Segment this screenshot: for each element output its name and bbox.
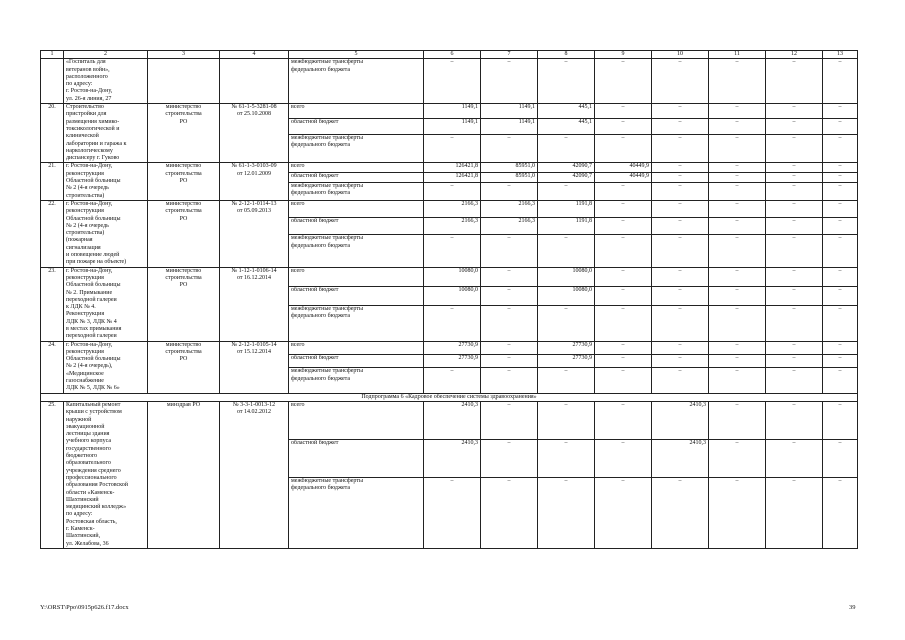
amount-cell: –	[595, 267, 652, 286]
amount-cell: –	[538, 401, 595, 439]
table-row	[41, 267, 858, 286]
amount-cell: –	[823, 134, 858, 163]
amount-cell: –	[823, 218, 858, 235]
amount-cell: –	[481, 341, 538, 354]
amount-cell: –	[481, 439, 538, 477]
amount-cell: –	[766, 173, 823, 183]
item-number: 25.	[41, 401, 64, 548]
amount-cell: –	[709, 477, 766, 548]
amount-cell: –	[766, 401, 823, 439]
amount-cell: –	[652, 368, 709, 393]
amount-cell: –	[709, 305, 766, 341]
amount-cell: –	[823, 355, 858, 368]
amount-cell: –	[652, 355, 709, 368]
amount-cell: –	[652, 286, 709, 305]
funding-source: областной бюджет	[289, 119, 424, 134]
amount-cell: –	[538, 477, 595, 548]
amount-cell: –	[823, 267, 858, 286]
amount-cell: –	[481, 401, 538, 439]
amount-cell: –	[766, 305, 823, 341]
amount-cell: –	[766, 477, 823, 548]
table-row	[41, 200, 858, 217]
amount-cell: –	[652, 235, 709, 267]
amount-cell: –	[709, 401, 766, 439]
funding-source: всего	[289, 341, 424, 354]
amount-cell: –	[766, 163, 823, 173]
amount-cell: –	[823, 439, 858, 477]
amount-cell: 40449,9	[595, 173, 652, 183]
amount-cell: 27730,9	[424, 341, 481, 354]
amount-cell: –	[481, 134, 538, 163]
object-name: Капитальный ремонт крыши с устройством наружной эвакуационной лестницы здания учебного корпуса государственного бюджетного образовательного учреждения среднего профессионального образования Ростовской области «Каменск- Шахтинский медицинский колледж» по адресу: Ростовская область, г. Каменск- Шахтинский, ул. Желабова, 36	[64, 401, 148, 548]
amount-cell: –	[424, 477, 481, 548]
amount-cell: –	[481, 286, 538, 305]
item-number	[41, 59, 64, 104]
amount-cell: –	[595, 286, 652, 305]
object-name: г. Ростов-на-Дону, реконструкция Областной больницы № 2 (4-я очередь), «Медицинское газоснабжение ЛДК № 5, ЛДК № 6»	[64, 341, 148, 393]
amount-cell: –	[766, 368, 823, 393]
amount-cell: –	[709, 439, 766, 477]
amount-cell: 1149,1	[424, 119, 481, 134]
funding-source: областной бюджет	[289, 439, 424, 477]
amount-cell: –	[709, 218, 766, 235]
amount-cell: –	[652, 305, 709, 341]
amount-cell: –	[709, 368, 766, 393]
amount-cell: 27730,9	[424, 355, 481, 368]
expertise-document: № 61-1-3-0103-09 от 12.01.2009	[220, 163, 289, 200]
page-number: 39	[849, 604, 856, 611]
amount-cell: –	[595, 439, 652, 477]
amount-cell: –	[766, 235, 823, 267]
amount-cell: 1149,1	[424, 104, 481, 119]
funding-source: межбюджетные трансферты федерального бюджета	[289, 134, 424, 163]
amount-cell: 2410,3	[652, 401, 709, 439]
customer: минздрав РО	[148, 401, 220, 548]
amount-cell: –	[709, 355, 766, 368]
amount-cell: 126421,8	[424, 173, 481, 183]
amount-cell: 10080,0	[538, 267, 595, 286]
amount-cell: –	[766, 286, 823, 305]
amount-cell: –	[766, 439, 823, 477]
customer: министерство строительства РО	[148, 104, 220, 163]
column-number: 9	[595, 51, 652, 59]
amount-cell: –	[538, 235, 595, 267]
amount-cell: –	[538, 59, 595, 104]
amount-cell: –	[595, 104, 652, 119]
amount-cell: –	[595, 341, 652, 354]
table-row	[41, 163, 858, 173]
object-name: г. Ростов-на-Дону, реконструкция Областной больницы № 2 (4-я очередь строительства) (пожарная сигнализация и оповещение людей при пожаре на объекте)	[64, 200, 148, 267]
amount-cell: –	[481, 368, 538, 393]
amount-cell: –	[424, 368, 481, 393]
amount-cell: –	[709, 163, 766, 173]
amount-cell: –	[595, 305, 652, 341]
amount-cell: –	[823, 477, 858, 548]
funding-source: межбюджетные трансферты федерального бюджета	[289, 305, 424, 341]
amount-cell: –	[709, 182, 766, 200]
expertise-document: № 2-12-1-0114-13 от 05.09.2013	[220, 200, 289, 267]
item-number: 23.	[41, 267, 64, 341]
funding-source: областной бюджет	[289, 286, 424, 305]
amount-cell: –	[538, 439, 595, 477]
column-number: 4	[220, 51, 289, 59]
amount-cell: –	[709, 134, 766, 163]
customer	[148, 59, 220, 104]
amount-cell: –	[538, 182, 595, 200]
subprogram-row	[41, 393, 858, 401]
object-name: Строительство пристройки для размещения химико- токсикологической и клинической лаборатории и гаража к наркологическому диспансеру г. Гуково	[64, 104, 148, 163]
amount-cell: –	[481, 235, 538, 267]
table-row	[41, 341, 858, 354]
amount-cell: –	[709, 173, 766, 183]
amount-cell: 27730,9	[538, 355, 595, 368]
amount-cell: –	[595, 200, 652, 217]
amount-cell: –	[652, 182, 709, 200]
amount-cell: –	[823, 182, 858, 200]
amount-cell: –	[766, 104, 823, 119]
amount-cell: 1149,1	[481, 104, 538, 119]
amount-cell: –	[424, 182, 481, 200]
column-number-row	[41, 51, 858, 59]
amount-cell: 445,1	[538, 104, 595, 119]
amount-cell: –	[481, 305, 538, 341]
amount-cell: 85951,0	[481, 173, 538, 183]
column-number: 3	[148, 51, 220, 59]
funding-source: всего	[289, 200, 424, 217]
amount-cell: –	[538, 368, 595, 393]
amount-cell: –	[652, 200, 709, 217]
amount-cell: 2410,3	[424, 439, 481, 477]
column-number: 13	[823, 51, 858, 59]
funding-source: всего	[289, 267, 424, 286]
amount-cell: –	[823, 286, 858, 305]
customer: министерство строительства РО	[148, 341, 220, 393]
amount-cell: 42090,7	[538, 163, 595, 173]
funding-source: межбюджетные трансферты федерального бюджета	[289, 59, 424, 104]
amount-cell: –	[652, 134, 709, 163]
table-row	[41, 401, 858, 439]
amount-cell: –	[766, 200, 823, 217]
amount-cell: –	[823, 200, 858, 217]
amount-cell: –	[766, 341, 823, 354]
column-number: 12	[766, 51, 823, 59]
amount-cell: –	[481, 477, 538, 548]
investment-table	[40, 50, 858, 549]
column-number: 1	[41, 51, 64, 59]
amount-cell: 27730,9	[538, 341, 595, 354]
funding-source: всего	[289, 104, 424, 119]
column-number: 8	[538, 51, 595, 59]
customer: министерство строительства РО	[148, 163, 220, 200]
amount-cell: –	[766, 134, 823, 163]
funding-source: областной бюджет	[289, 218, 424, 235]
object-name: «Госпиталь для ветеранов войн», расположенного по адресу: г. Ростов-на-Дону, ул. 26-я линия, 27	[64, 59, 148, 104]
amount-cell: –	[709, 119, 766, 134]
amount-cell: –	[652, 163, 709, 173]
amount-cell: –	[481, 182, 538, 200]
column-number: 11	[709, 51, 766, 59]
amount-cell: –	[595, 401, 652, 439]
amount-cell: –	[595, 355, 652, 368]
amount-cell: 445,1	[538, 119, 595, 134]
amount-cell: 85951,0	[481, 163, 538, 173]
amount-cell: –	[709, 200, 766, 217]
amount-cell: –	[652, 218, 709, 235]
amount-cell: 1149,1	[481, 119, 538, 134]
amount-cell: 40449,9	[595, 163, 652, 173]
amount-cell: –	[595, 235, 652, 267]
amount-cell: –	[595, 59, 652, 104]
amount-cell: –	[823, 119, 858, 134]
column-number: 2	[64, 51, 148, 59]
amount-cell: 2410,3	[652, 439, 709, 477]
amount-cell: –	[652, 119, 709, 134]
funding-source: межбюджетные трансферты федерального бюджета	[289, 182, 424, 200]
amount-cell: –	[823, 235, 858, 267]
amount-cell: –	[595, 119, 652, 134]
amount-cell: –	[823, 368, 858, 393]
amount-cell: 2410,3	[424, 401, 481, 439]
amount-cell: –	[481, 267, 538, 286]
amount-cell: –	[709, 235, 766, 267]
amount-cell: –	[823, 341, 858, 354]
amount-cell: 2166,3	[424, 200, 481, 217]
amount-cell: –	[424, 305, 481, 341]
amount-cell: –	[538, 134, 595, 163]
amount-cell: –	[652, 341, 709, 354]
amount-cell: –	[424, 235, 481, 267]
table-row	[41, 59, 858, 104]
amount-cell: 2166,3	[481, 200, 538, 217]
amount-cell: –	[823, 401, 858, 439]
amount-cell: –	[709, 341, 766, 354]
subprogram-title: Подпрограмма 6 «Кадровое обеспечение системы здравоохранения»	[41, 393, 858, 401]
object-name: г. Ростов-на-Дону, реконструкция Областной больницы № 2 (4-я очередь строительства)	[64, 163, 148, 200]
amount-cell: –	[595, 134, 652, 163]
funding-source: всего	[289, 163, 424, 173]
funding-source: областной бюджет	[289, 173, 424, 183]
amount-cell: 2166,3	[481, 218, 538, 235]
amount-cell: 2166,3	[424, 218, 481, 235]
funding-source: областной бюджет	[289, 355, 424, 368]
amount-cell: –	[823, 163, 858, 173]
column-number: 7	[481, 51, 538, 59]
amount-cell: –	[652, 173, 709, 183]
amount-cell: –	[766, 267, 823, 286]
item-number: 21.	[41, 163, 64, 200]
amount-cell: –	[538, 305, 595, 341]
expertise-document: № 61-1-5-3281-08 от 25.10.2008	[220, 104, 289, 163]
amount-cell: –	[481, 355, 538, 368]
amount-cell: 10080,0	[424, 286, 481, 305]
amount-cell: –	[595, 182, 652, 200]
amount-cell: –	[823, 59, 858, 104]
amount-cell: 10080,0	[424, 267, 481, 286]
amount-cell: –	[823, 104, 858, 119]
amount-cell: –	[595, 368, 652, 393]
column-number: 10	[652, 51, 709, 59]
amount-cell: –	[595, 477, 652, 548]
customer: министерство строительства РО	[148, 200, 220, 267]
amount-cell: –	[766, 355, 823, 368]
footer-file-path: Y:\ORST\Ppo\0915p626.f17.docx	[40, 604, 129, 611]
amount-cell: 1191,8	[538, 218, 595, 235]
amount-cell: –	[709, 267, 766, 286]
column-number: 6	[424, 51, 481, 59]
amount-cell: 42090,7	[538, 173, 595, 183]
amount-cell: 10080,0	[538, 286, 595, 305]
amount-cell: –	[823, 173, 858, 183]
expertise-document: № 2-12-1-0105-14 от 15.12.2014	[220, 341, 289, 393]
object-name: г. Ростов-на-Дону, реконструкция Областной больницы № 2. Примыкание переходной галереи к ЛДК № 4. Реконструкция ЛДК № 3, ЛДК № 4 в местах примыкания переходной галереи	[64, 267, 148, 341]
amount-cell: –	[709, 59, 766, 104]
table-row	[41, 104, 858, 119]
amount-cell: –	[652, 477, 709, 548]
amount-cell: –	[709, 286, 766, 305]
funding-source: всего	[289, 401, 424, 439]
expertise-document	[220, 59, 289, 104]
item-number: 22.	[41, 200, 64, 267]
amount-cell: –	[481, 59, 538, 104]
expertise-document: № 1-12-1-0106-14 от 16.12.2014	[220, 267, 289, 341]
amount-cell: –	[766, 59, 823, 104]
amount-cell: –	[766, 182, 823, 200]
amount-cell: –	[424, 134, 481, 163]
funding-source: межбюджетные трансферты федерального бюджета	[289, 368, 424, 393]
amount-cell: –	[652, 267, 709, 286]
amount-cell: 1191,8	[538, 200, 595, 217]
column-number: 5	[289, 51, 424, 59]
amount-cell: –	[823, 305, 858, 341]
amount-cell: –	[766, 218, 823, 235]
item-number: 20.	[41, 104, 64, 163]
amount-cell: 126421,8	[424, 163, 481, 173]
item-number: 24.	[41, 341, 64, 393]
amount-cell: –	[424, 59, 481, 104]
amount-cell: –	[709, 104, 766, 119]
customer: министерство строительства РО	[148, 267, 220, 341]
amount-cell: –	[595, 218, 652, 235]
funding-source: межбюджетные трансферты федерального бюджета	[289, 477, 424, 548]
amount-cell: –	[766, 119, 823, 134]
amount-cell: –	[652, 104, 709, 119]
amount-cell: –	[652, 59, 709, 104]
document-sheet	[40, 50, 857, 549]
funding-source: межбюджетные трансферты федерального бюджета	[289, 235, 424, 267]
expertise-document: № 3-3-1-0013-12 от 14.02.2012	[220, 401, 289, 548]
